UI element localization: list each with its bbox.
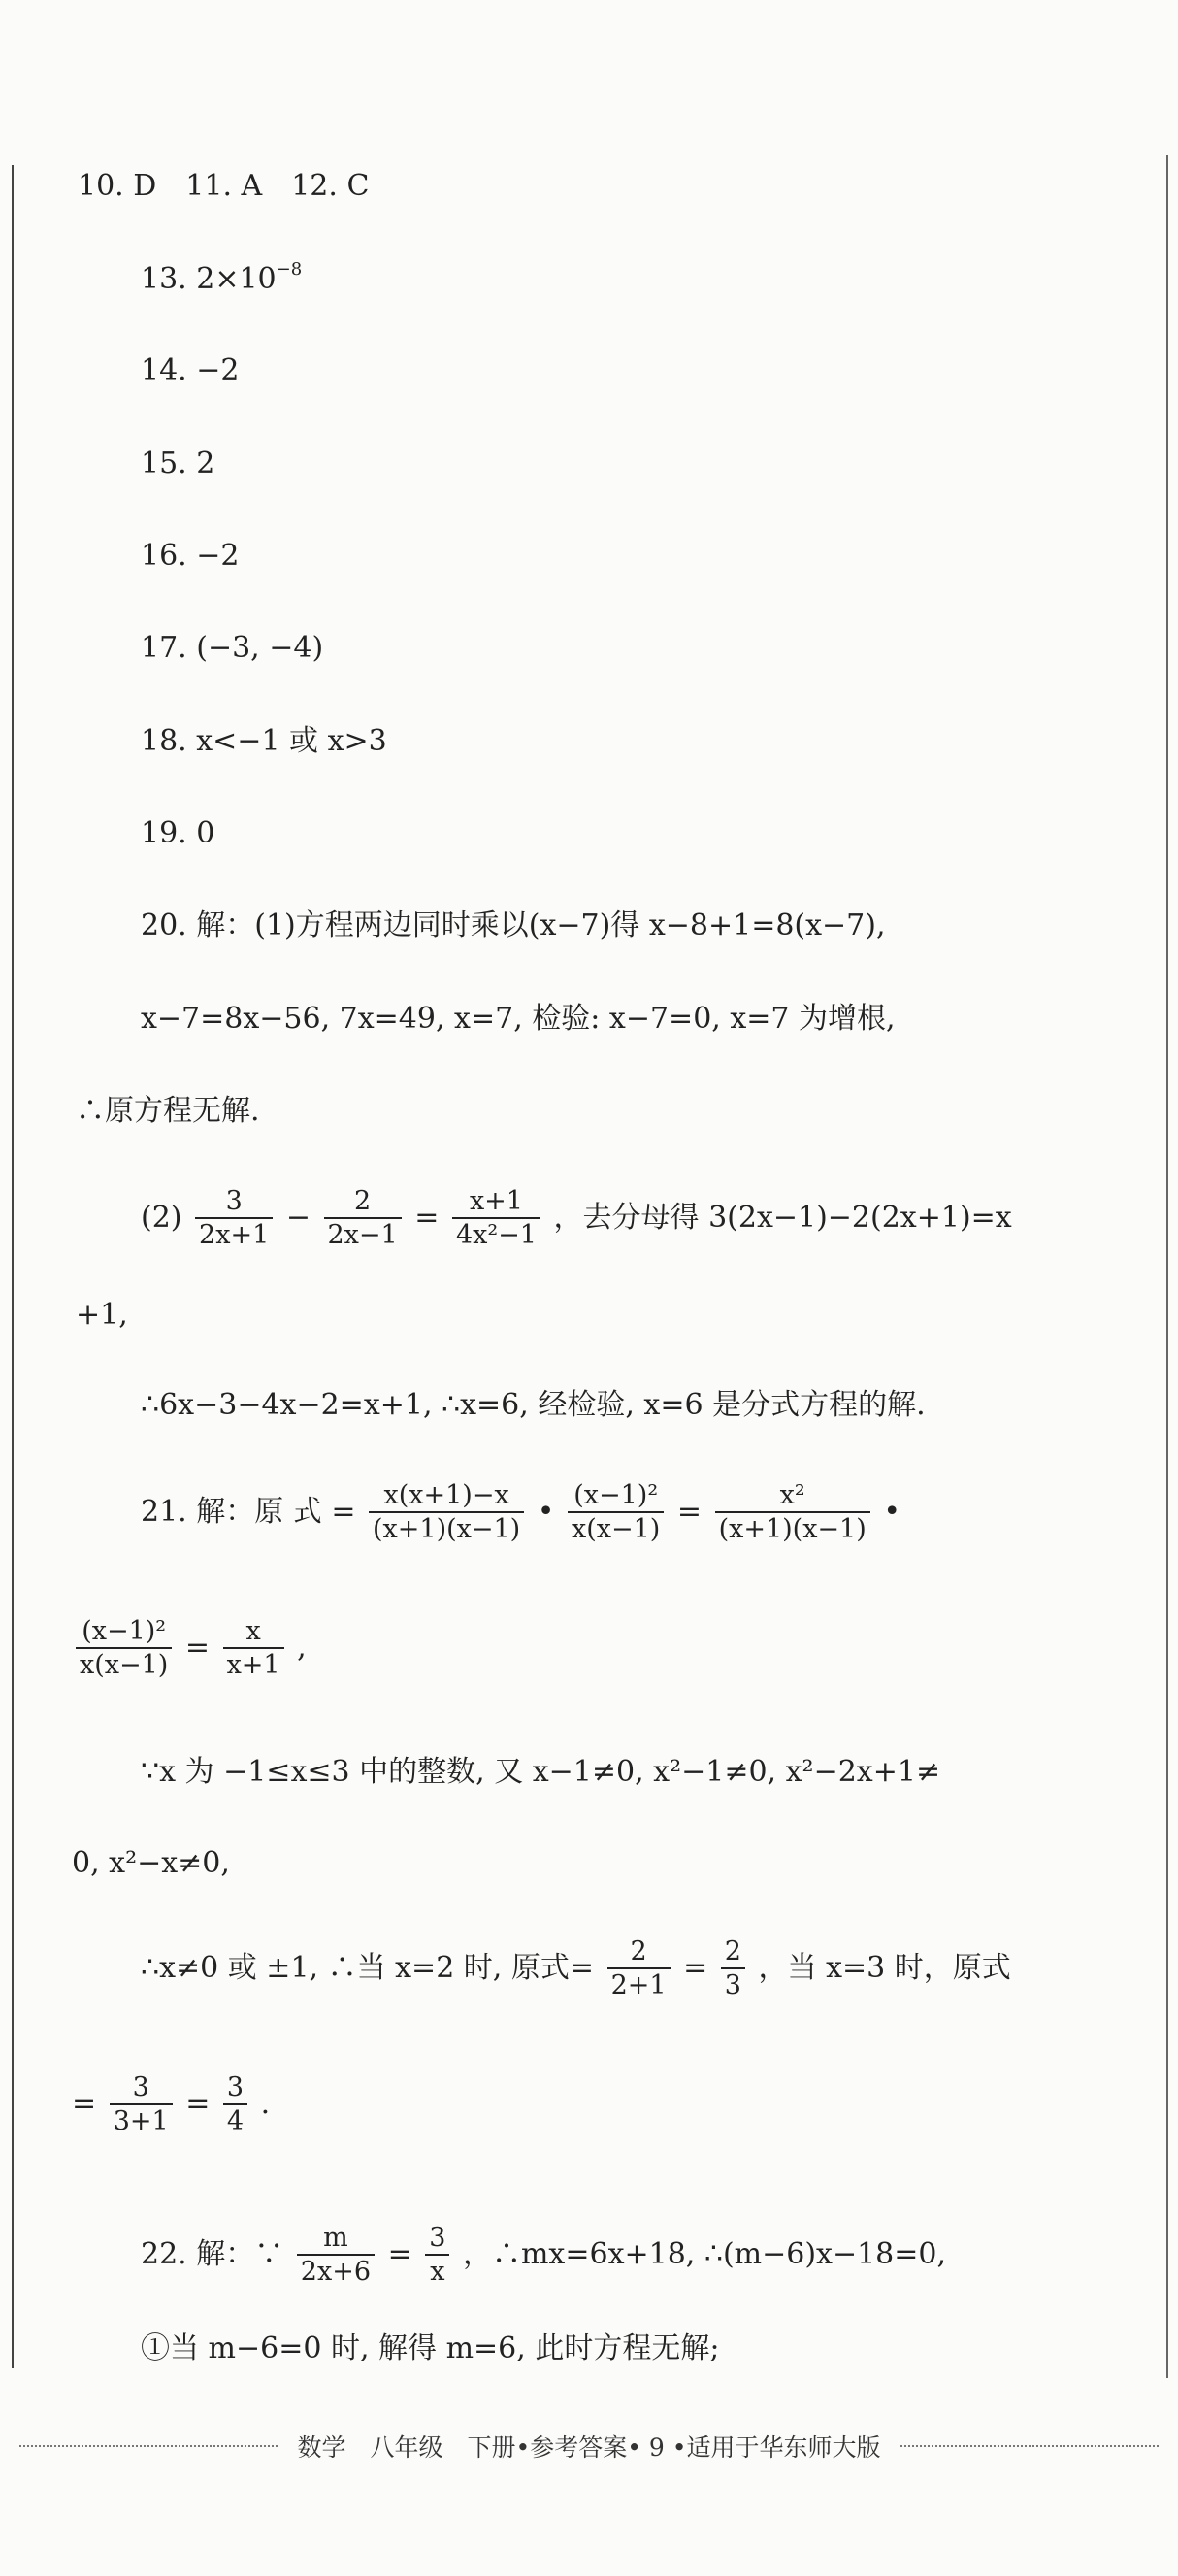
fraction: $\frac{m}{2x+6}$ — [297, 2223, 375, 2289]
fraction: $\frac{x(x+1)-x}{(x+1)(x-1)}$ — [369, 1480, 524, 1546]
answer-18: 18. x<−1 或 x>3 — [141, 724, 387, 758]
q21-line3: ∵x 为 −1≤x≤3 中的整数, 又 x−1≠0, x²−1≠0, x²−2x+1≠ — [141, 1755, 941, 1789]
answer-13: 13. $2\times 10^{-8}$ — [141, 259, 303, 296]
q22-line2: ①当 m−6=0 时, 解得 m=6, 此时方程无解; — [141, 2331, 720, 2365]
left-margin-line — [12, 165, 14, 2368]
right-margin-line — [1166, 155, 1168, 2378]
answer-16: 16. −2 — [141, 539, 240, 573]
q20-line1: 20. 解：(1)方程两边同时乘以(x−7)得 x−8+1=8(x−7), — [141, 908, 886, 942]
q20-line3: ∴原方程无解. — [76, 1094, 260, 1128]
fraction: $\frac{x}{x+1}$ — [223, 1616, 284, 1682]
fraction: $\frac{\text{(x−1)²}}{x(x-1)}$ — [76, 1616, 172, 1682]
fraction: $\frac{3}{3+1}$ — [110, 2072, 173, 2138]
q20-part2-equation: (2) $\frac{3}{2x+1}$ − $\frac{2}{2x-1}$ = $\frac{x+1}{\text{4x²−1}}$ ，去分母得 3(2x−1)−2(2x+1)=x — [141, 1186, 1012, 1250]
answer-15: 15. 2 — [141, 446, 215, 480]
q21-line1: 21. 解：原 式 = $\frac{x(x+1)-x}{(x+1)(x-1)}$ • $\frac{\text{(x−1)²}}{x(x-1)}$ = $\frac{\text{x²}}{(x+1)(x-1)}$ • — [141, 1480, 901, 1544]
fraction: $\frac{x+1}{\text{4x²−1}}$ — [452, 1186, 540, 1252]
answer-19: 19. 0 — [141, 816, 215, 850]
q22-line1: 22. 解：∵ $\frac{m}{2x+6}$ = $\frac{3}{x}$ ，∴mx=6x+18, ∴(m−6)x−18=0, — [141, 2223, 947, 2287]
q21-line2: $\frac{\text{(x−1)²}}{x(x-1)}$ = $\frac{x}{x+1}$ , — [72, 1616, 307, 1682]
fraction: $\frac{3}{4}$ — [223, 2072, 247, 2138]
fraction: $\frac{2}{2x-1}$ — [324, 1186, 402, 1252]
footer-dots-left — [19, 2445, 278, 2447]
footer-dots-right — [900, 2445, 1159, 2447]
q20-line5: +1, — [76, 1298, 128, 1332]
q21-line4: 0, x²−x≠0, — [72, 1846, 230, 1880]
q21-line5: ∴x≠0 或 ±1, ∴当 x=2 时, 原式= $\frac{2}{2+1}$ = $\frac{2}{3}$ ，当 x=3 时，原式 — [141, 1936, 1011, 2000]
page-footer — [0, 2427, 1178, 2465]
fraction: $\frac{\text{(x−1)²}}{x(x-1)}$ — [568, 1480, 664, 1546]
q21-line6: = $\frac{3}{3+1}$ = $\frac{3}{4}$ . — [72, 2072, 271, 2136]
fraction: $\frac{2}{3}$ — [721, 1936, 745, 2002]
footer-text: 数学 八年级 下册•参考答案• 9 •适用于华东师大版 — [297, 2433, 881, 2461]
fraction: $\frac{3}{x}$ — [425, 2223, 449, 2289]
q20-line6: ∴6x−3−4x−2=x+1, ∴x=6, 经检验, x=6 是分式方程的解. — [141, 1388, 926, 1422]
answer-17: 17. (−3, −4) — [141, 631, 324, 665]
answer-10-12: 10. D 11. A 12. C — [78, 169, 370, 203]
q20-line2: x−7=8x−56, 7x=49, x=7, 检验: x−7=0, x=7 为增根, — [141, 1002, 896, 1036]
fraction: $\frac{2}{2+1}$ — [607, 1936, 671, 2002]
answer-14: 14. −2 — [141, 353, 240, 387]
fraction: $\frac{\text{x²}}{(x+1)(x-1)}$ — [715, 1480, 870, 1546]
fraction: $\frac{3}{2x+1}$ — [195, 1186, 273, 1252]
